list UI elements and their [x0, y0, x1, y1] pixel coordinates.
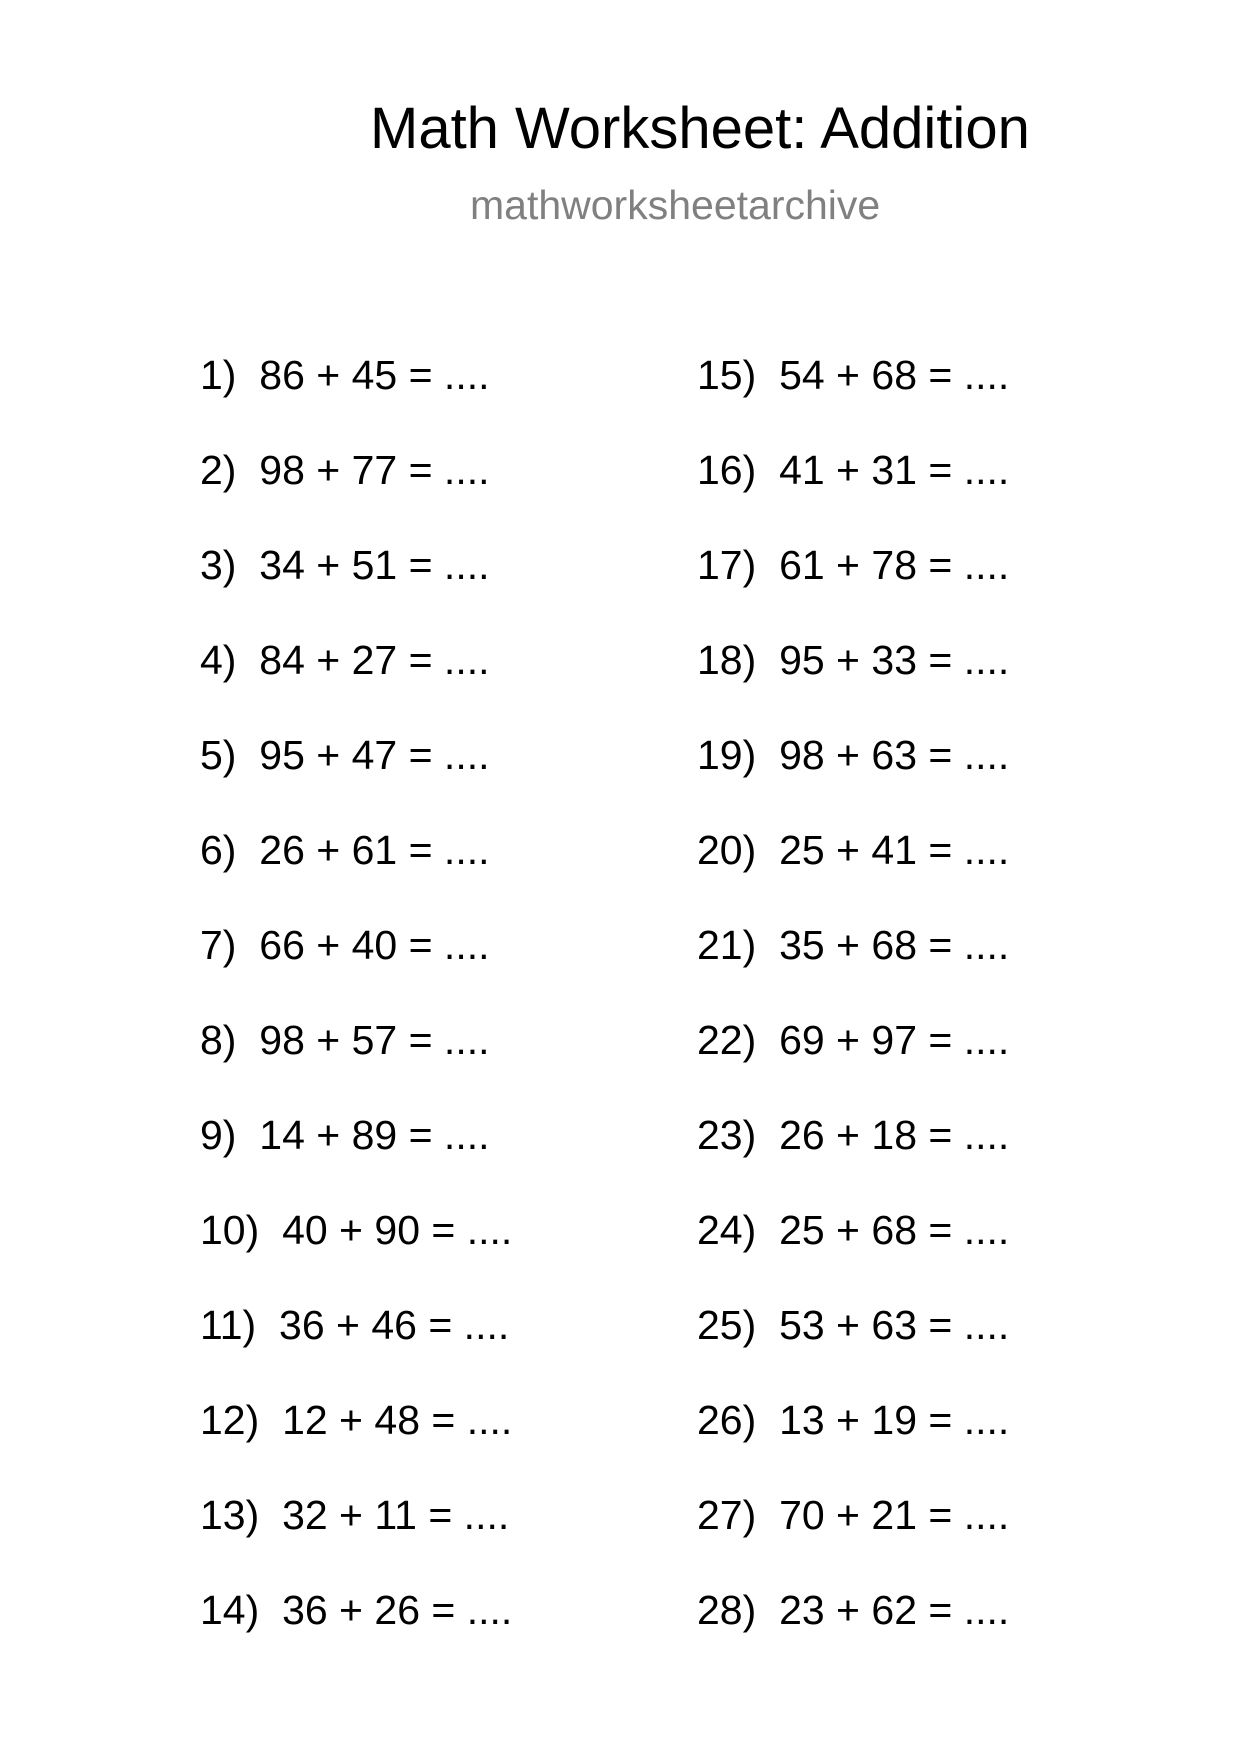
problem-item: [200, 1302, 512, 1400]
problem-expression: 84 + 27 = ....: [259, 637, 490, 683]
problem-number: 19): [697, 732, 757, 778]
problem-item: [697, 447, 1010, 545]
problem-expression: 95 + 47 = ....: [259, 732, 490, 778]
problem-item: [697, 827, 1010, 925]
problem-number: 14): [200, 1587, 260, 1633]
problem-number: 20): [697, 827, 757, 873]
problem-item: [200, 1397, 513, 1495]
problem-number: 16): [697, 447, 757, 493]
problem-expression: 40 + 90 = ....: [282, 1207, 513, 1253]
problem-item: [697, 1587, 1010, 1685]
problem-expression: 13 + 19 = ....: [779, 1397, 1010, 1443]
problem-number: 23): [697, 1112, 757, 1158]
problem-number: 4): [200, 637, 237, 683]
problem-expression: 23 + 62 = ....: [779, 1587, 1010, 1633]
problem-expression: 41 + 31 = ....: [779, 447, 1010, 493]
problem-item: [200, 637, 512, 735]
problem-number: 3): [200, 542, 237, 588]
problem-expression: 14 + 89 = ....: [259, 1112, 490, 1158]
problem-expression: 98 + 63 = ....: [779, 732, 1010, 778]
problem-expression: 98 + 57 = ....: [259, 1017, 490, 1063]
problem-item: [200, 1207, 513, 1305]
problem-expression: 66 + 40 = ....: [259, 922, 490, 968]
problem-item: [697, 732, 1010, 830]
problem-item: [697, 1397, 1010, 1495]
problem-expression: 98 + 77 = ....: [259, 447, 490, 493]
problem-expression: 70 + 21 = ....: [779, 1492, 1010, 1538]
problem-number: 24): [697, 1207, 757, 1253]
problem-item: [200, 542, 512, 640]
problem-number: 10): [200, 1207, 260, 1253]
problem-number: 7): [200, 922, 237, 968]
problem-number: 1): [200, 352, 237, 398]
problem-expression: 34 + 51 = ....: [259, 542, 490, 588]
problem-item: [697, 637, 1010, 735]
problem-number: 12): [200, 1397, 260, 1443]
problem-expression: 69 + 97 = ....: [779, 1017, 1010, 1063]
problem-number: 11): [200, 1302, 257, 1348]
problem-expression: 36 + 46 = ....: [279, 1302, 510, 1348]
problem-expression: 12 + 48 = ....: [282, 1397, 513, 1443]
problem-number: 21): [697, 922, 757, 968]
problem-item: [200, 732, 512, 830]
problem-item: [200, 352, 512, 450]
problem-expression: 32 + 11 = ....: [282, 1492, 510, 1538]
problem-number: 6): [200, 827, 237, 873]
problem-number: 5): [200, 732, 237, 778]
problem-expression: 26 + 61 = ....: [259, 827, 490, 873]
problem-item: [200, 922, 512, 1020]
problem-item: [200, 1017, 512, 1115]
problem-expression: 53 + 63 = ....: [779, 1302, 1010, 1348]
problem-number: 17): [697, 542, 757, 588]
problem-number: 26): [697, 1397, 757, 1443]
problem-expression: 36 + 26 = ....: [282, 1587, 513, 1633]
problem-number: 9): [200, 1112, 237, 1158]
problem-expression: 54 + 68 = ....: [779, 352, 1010, 398]
problem-expression: 95 + 33 = ....: [779, 637, 1010, 683]
problem-number: 15): [697, 352, 757, 398]
problem-number: 13): [200, 1492, 260, 1538]
problem-expression: 35 + 68 = ....: [779, 922, 1010, 968]
page-subtitle: mathworksheetarchive: [470, 182, 881, 228]
problem-number: 8): [200, 1017, 237, 1063]
problem-item: [697, 1112, 1010, 1210]
problem-item: [200, 827, 512, 925]
problem-item: [697, 542, 1010, 640]
problem-number: 22): [697, 1017, 757, 1063]
problem-number: 25): [697, 1302, 757, 1348]
page-title: Math Worksheet: Addition: [370, 96, 1030, 161]
problem-item: [200, 1492, 512, 1590]
problem-expression: 61 + 78 = ....: [779, 542, 1010, 588]
problem-item: [697, 1492, 1010, 1590]
problem-column-left: [200, 352, 513, 1685]
problem-expression: 86 + 45 = ....: [259, 352, 490, 398]
problem-number: 2): [200, 447, 237, 493]
problem-expression: 25 + 68 = ....: [779, 1207, 1010, 1253]
problem-number: 27): [697, 1492, 757, 1538]
problem-item: [200, 1587, 513, 1685]
problem-item: [697, 352, 1010, 450]
problem-item: [200, 447, 512, 545]
problem-expression: 26 + 18 = ....: [779, 1112, 1010, 1158]
problem-column-right: [697, 352, 1010, 1685]
problem-item: [697, 1302, 1010, 1400]
problem-item: [697, 922, 1010, 1020]
problem-item: [697, 1017, 1010, 1115]
problem-item: [200, 1112, 512, 1210]
problem-number: 28): [697, 1587, 757, 1633]
problem-expression: 25 + 41 = ....: [779, 827, 1010, 873]
problem-number: 18): [697, 637, 757, 683]
problem-item: [697, 1207, 1010, 1305]
